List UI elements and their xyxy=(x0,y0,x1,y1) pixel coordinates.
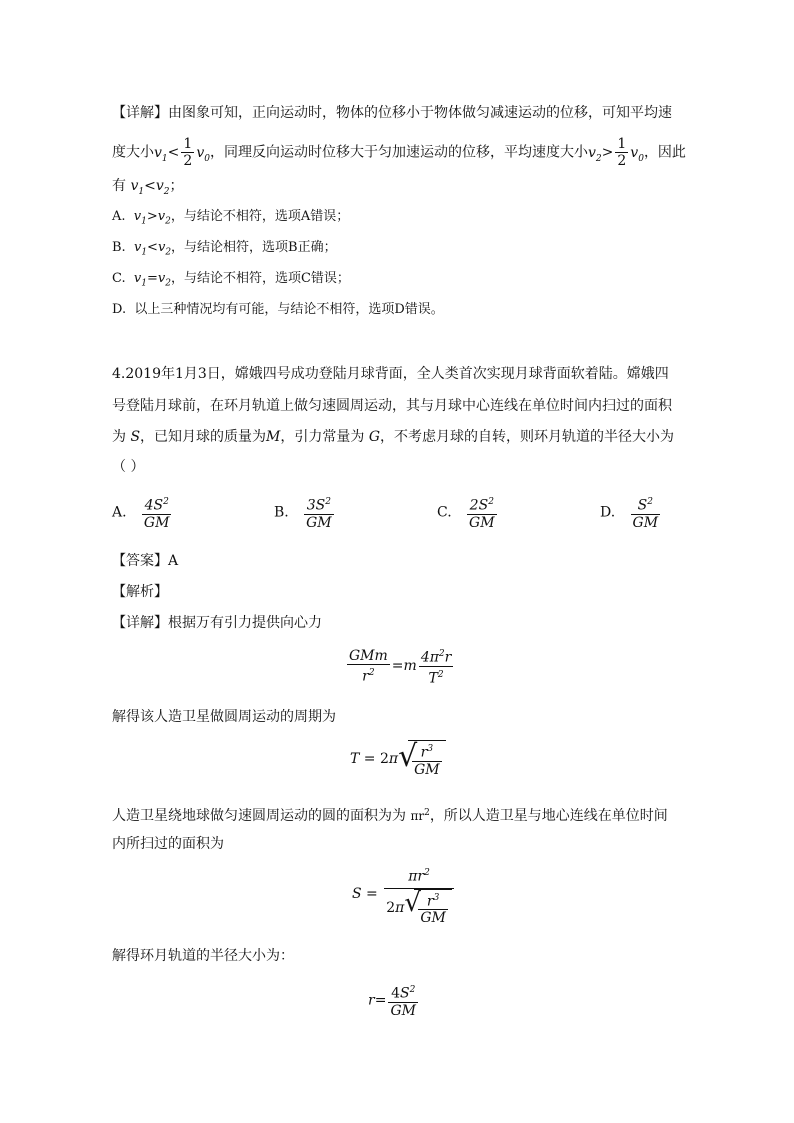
equation-period: T = 2π √ $\frac{r^3}{GM}$ xyxy=(350,740,446,778)
detail1-line1 xyxy=(112,103,672,123)
detail1-text2c: ，因此 xyxy=(643,144,686,161)
choice-c: C. $\frac{2S^2}{GM}$ xyxy=(437,494,499,531)
v0-symbol-2: $v_0$ xyxy=(630,144,644,164)
option-c: C. $v_1=v_2$，与结论不相符，选项C错误； xyxy=(112,271,350,289)
v1-symbol: $v_1$ xyxy=(154,144,168,164)
detail1-text3a: 有 xyxy=(112,178,126,194)
detail2-line5: 解得环月轨道的半径大小为： xyxy=(112,948,294,964)
less-than-sign: < xyxy=(167,144,180,161)
choice-d: D. $\frac{S^2}{GM}$ xyxy=(600,494,662,531)
analysis-label: 【解析】 xyxy=(112,584,168,600)
detail1-line2 xyxy=(112,136,686,169)
choice-b: B. $\frac{3S^2}{GM}$ xyxy=(274,494,336,531)
detail2-line2: 解得该人造卫星做圆周运动的周期为 xyxy=(112,709,336,725)
greater-than-sign: > xyxy=(601,144,614,161)
option-b: B. $v_1<v_2$，与结论相符，选项B正确； xyxy=(112,240,337,258)
choice-a: A. $\frac{4S^2}{GM}$ xyxy=(112,494,173,531)
half-fraction-1: $\frac{1}{2}$ xyxy=(183,136,193,169)
v0-symbol: $v_0$ xyxy=(196,144,210,164)
detail1-line3: 有 $v_1<v_2$； xyxy=(112,178,184,197)
detail2-line3: 人造卫星绕地球做匀速圆周运动的圆的面积为为 $\pi r^2$，所以人造卫星与地心连线在单位时间 xyxy=(112,808,668,824)
question4-paren: （ ） xyxy=(112,459,145,475)
half-fraction-2: $\frac{1}{2}$ xyxy=(617,136,627,169)
equation-radius: r= $\frac{4S^2}{GM}$ xyxy=(368,982,420,1019)
detail1-text2a: 度大小 xyxy=(112,144,154,161)
v2-symbol: $v_2$ xyxy=(587,144,602,164)
equation-area: S = $\pi r^2$ 2π √ $\frac{r^3}{GM}$ xyxy=(352,862,456,926)
answer-line: 【答案】A xyxy=(112,553,179,569)
question4-line2: 号登陆月球前，在环月轨道上做匀速圆周运动，其与月球中心连线在单位时间内扫过的面积 xyxy=(112,398,672,414)
detail1-text1: 由图象可知，正向运动时，物体的位移小于物体做匀减速运动的位移，可知平均速 xyxy=(168,105,672,121)
v2-symbol-3: $v_2$ xyxy=(155,178,170,197)
detail2-line4: 内所扫过的面积为 xyxy=(112,836,224,852)
v1-symbol-3: $v_1$ xyxy=(130,178,145,197)
question4-line1: 4.2019年1月3日，嫦娥四号成功登陆月球背面，全人类首次实现月球背面软着陆。嫦娥四 xyxy=(112,366,669,382)
option-d: D. 以上三种情况均有可能，与结论不相符，选项D错误。 xyxy=(112,302,444,317)
option-a: A. $v_1>v_2$，与结论不相符，选项A错误； xyxy=(112,209,350,227)
detail1-text2b: ，同理反向运动时位移大于匀加速运动的位移，平均速度大小 xyxy=(209,144,588,161)
question4-line3: 为 S，已知月球的质量为M，引力常量为 G，不考虑月球的自转，则环月轨道的半径大小为 xyxy=(112,429,675,445)
equation-gravity: $\frac{\text{GMm}}{r^2}$ =m $\frac{4\pi^2r}{T^2}$ xyxy=(349,647,452,687)
detail-label: 【详解】 xyxy=(112,105,168,121)
detail2-line1: 【详解】根据万有引力提供向心力 xyxy=(112,615,322,631)
